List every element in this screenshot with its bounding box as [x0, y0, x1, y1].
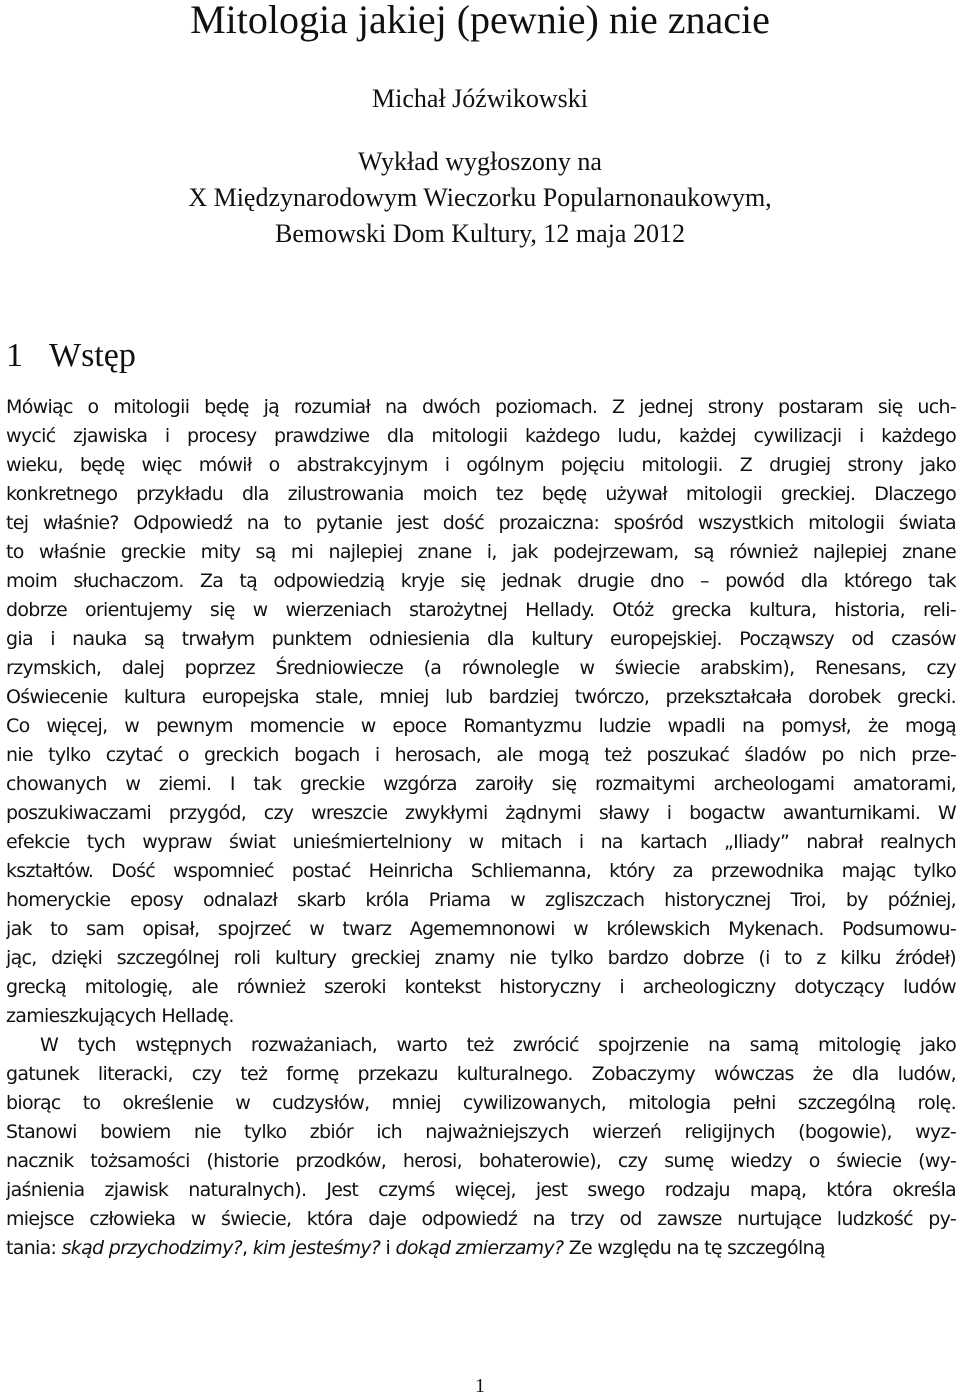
author-name: Michał Jóźwikowski — [372, 84, 588, 113]
paragraph-2 — [6, 1031, 956, 1234]
venue-line: Bemowski Dom Kultury, 12 maja 2012 — [275, 219, 685, 248]
paragraph-line: jaśnienia zjawisk naturalnych). Jest czymś więcej, jest swego rodzaju mapą, która określa — [6, 1179, 956, 1201]
paragraph-line: konkretnego przykładu dla zilustrowania moich tez będę używał mitologii greckiej. Dlaczego — [6, 483, 956, 505]
text-run: tania: — [6, 1237, 62, 1259]
text-run: i — [380, 1237, 396, 1259]
paragraph-line: Oświecenie kultura europejska stale, mniej lub bardziej twórczo, przekształcała dorobek grecki. — [6, 686, 956, 708]
paragraph-line: dobrze orientujemy się w wierzeniach starożytnej Hellady. Otóż grecka kultura, historia, reli- — [6, 599, 956, 621]
paragraph-line: jak to sam opisał, spojrzeć w twarz Agememnonowi w królewskich Mykenach. Podsumowu- — [6, 918, 956, 940]
paragraph-line: biorąc to określenie w cudzysłów, mniej cywilizowanych, mitologia pełni szczególną rolę. — [6, 1092, 956, 1114]
paragraph-line: tej właśnie? Odpowiedź na to pytanie jest dość prozaiczna: spośród wszystkich mitologii świata — [6, 512, 956, 534]
paragraph-line: wieku, będę więc mówił o abstrakcyjnym i ogólnym pojęciu mitologii. Z drugiej strony jako — [6, 454, 956, 476]
venue-line: Wykład wygłoszony na — [358, 147, 602, 176]
paragraph-line: Stanowi bowiem nie tylko zbiór ich najważniejszych wierzeń religijnych (bogowie), wyz- — [6, 1121, 956, 1143]
paragraph-line: Co więcej, w pewnym momencie w epoce Romantyzmu ludzie wpadli na pomysł, że mogą — [6, 715, 956, 737]
question-text: skąd przychodzimy? — [61, 1237, 243, 1259]
paragraph-line: to właśnie greckie mity są mi najlepiej znane i, jak podejrzewam, są również najlepiej znane — [6, 541, 956, 563]
page-number: 1 — [475, 1375, 485, 1397]
section-title: Wstęp — [49, 337, 136, 374]
question-text: kim jesteśmy? — [252, 1237, 381, 1259]
question-text: dokąd zmierzamy? — [395, 1237, 564, 1259]
paragraph-line: efekcie tych wypraw świat unieśmiertelniony w mitach i na kartach „Iliady” nabrał realnych — [6, 831, 956, 853]
paragraph-line: W tych wstępnych rozważaniach, warto też zwrócić spojrzenie na samą mitologię jako — [40, 1034, 956, 1056]
venue-info — [0, 144, 960, 252]
paragraph-line — [6, 1234, 956, 1263]
paragraph-line: moim słuchaczom. Za tą odpowiedzią kryje się jednak drugie dno – powód dla którego tak — [6, 570, 956, 592]
venue-line: X Międzynarodowym Wieczorku Popularnonaukowym, — [188, 183, 772, 212]
text-run: , — [242, 1237, 253, 1259]
paragraph-line: wycić zjawiska i procesy prawdziwe dla mitologii każdego ludu, każdej cywilizacji i każdego — [6, 425, 956, 447]
paragraph-line: homeryckie eposy odnalazł skarb króla Priama w zgliszczach historycznej Troi, by później, — [6, 889, 956, 911]
paragraph-1 — [6, 393, 956, 1031]
text-run: Ze względu na tę szczególną — [563, 1237, 825, 1259]
paragraph-line: nie tylko czytać o greckich bogach i herosach, ale mogą też poszukać śladów po nich prze- — [6, 744, 956, 766]
paragraph-line: gia i nauka są trwałym punktem odniesienia dla kultury europejskiej. Począwszy od czasów — [6, 628, 956, 650]
paragraph-line: nacznik tożsamości (historie przodków, herosi, bohaterowie), czy sumę wiedzy o świecie (wy- — [6, 1150, 956, 1172]
paragraph-line: kształtów. Dość wspomnieć postać Heinricha Schliemanna, który za przewodnika mając tylko — [6, 860, 956, 882]
document-title: Mitologia jakiej (pewnie) nie znacie — [190, 0, 770, 42]
paragraph-line: gatunek literacki, czy też formę przekazu kulturalnego. Zobaczymy wówczas że dla ludów, — [6, 1063, 956, 1085]
paragraph-line: Mówiąc o mitologii będę ją rozumiał na dwóch poziomach. Z jednej strony postaram się uch- — [6, 396, 956, 418]
paragraph-line: chowanych w ziemi. I tak greckie wzgórza zaroiły się rozmaitymi archeologami amatorami, — [6, 773, 956, 795]
paragraph-line: rzymskich, dalej poprzez Średniowiecze (a równolegle w świecie arabskim), Renesans, czy — [6, 657, 956, 679]
section-heading — [6, 336, 136, 376]
paragraph-line: zamieszkujących Helladę. — [6, 1005, 234, 1027]
paragraph-line: grecką mitologię, ale również szeroki kontekst historyczny i archeologiczny dotyczący ludów — [6, 976, 956, 998]
paragraph-line: jąc, dzięki szczególnej roli kultury greckiej znamy nie tylko bardzo dobrze (i to z kilku źródeł) — [6, 947, 956, 969]
body-text — [6, 393, 956, 1263]
paragraph-line: miejsce człowieka w świecie, która daje odpowiedź na trzy od zawsze nurtujące ludzkość py- — [6, 1208, 956, 1230]
paragraph-line: poszukiwaczami przygód, czy wreszcie zwykłymi żądnymi sławy i bogactw awanturnikami. W — [6, 802, 956, 824]
section-number: 1 — [6, 337, 23, 374]
